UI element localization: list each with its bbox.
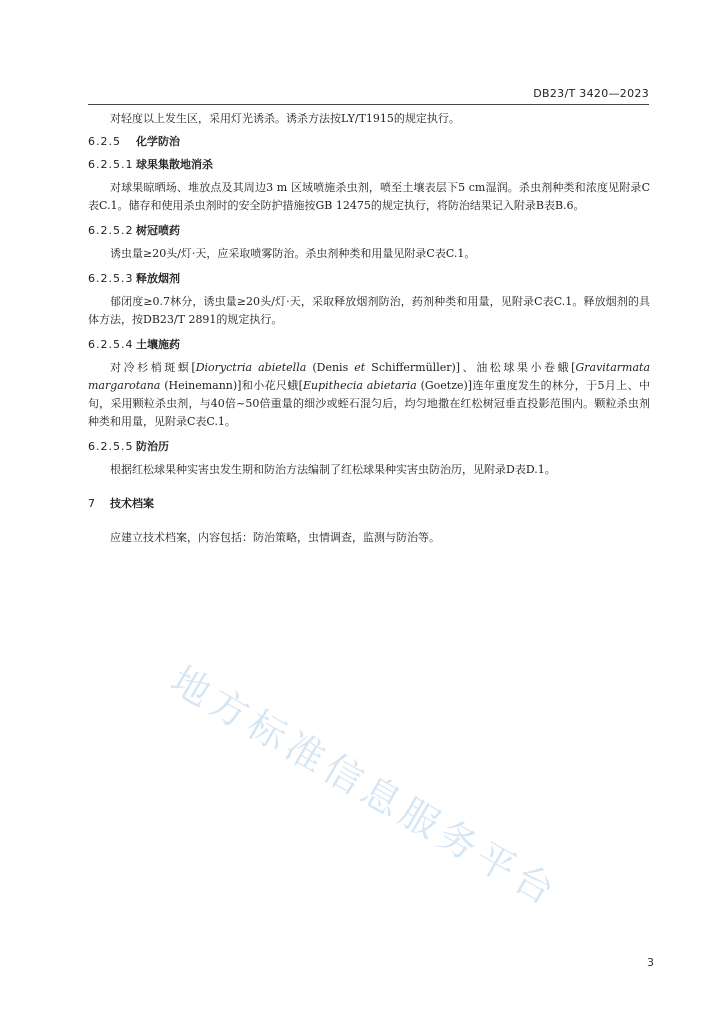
heading-number: 6.2.5.5	[88, 440, 134, 453]
heading-title: 球果集散地消杀	[136, 158, 213, 171]
heading-6-2-5-5	[88, 438, 650, 456]
paragraph-6-2-5-5: 根据红松球果种实害虫发生期和防治方法编制了红松球果种实害虫防治历，见附录D表D.1。	[110, 463, 556, 476]
heading-title: 防治历	[136, 440, 169, 453]
heading-7	[88, 495, 650, 513]
heading-title: 化学防治	[136, 135, 180, 148]
text-run: (Denis	[306, 361, 355, 374]
heading-title: 技术档案	[110, 497, 154, 510]
paragraph-6-2-5-3: 郁闭度≥0.7林分，诱虫量≥20头/灯·天，采取释放烟剂防治，药剂种类和用量，见附录C表C.1。释放烟剂的具体方法，按DB23/T 2891的规定执行。	[88, 295, 650, 326]
scientific-name: Eupithecia abietaria	[302, 379, 417, 392]
text-run: (Heinemann)]和小花尺蛾[	[160, 379, 303, 392]
heading-6-2-5-4	[88, 336, 650, 354]
text-run: (Goetze)]连年重度发生的林分，于5月上、中旬，采用颗粒杀虫剂，与40倍~50倍重量的细沙或蛭石混匀后，均匀地撒在红松树冠垂直投影范围内。颗粒杀虫剂种类和用量，见附录C表C.1。	[88, 379, 650, 428]
paragraph-6-2-5-1: 对球果晾晒场、堆放点及其周边3 m 区域喷施杀虫剂，喷至土壤表层下5 cm湿润。杀虫剂种类和浓度见附录C表C.1。储存和使用杀虫剂时的安全防护措施按GB 12475的规定执行，将防治结果记入附录B表B.6。	[88, 181, 650, 212]
heading-number: 6.2.5.2	[88, 224, 134, 237]
heading-number: 6.2.5.4	[88, 338, 134, 351]
heading-number: 6.2.5.1	[88, 158, 134, 171]
heading-title: 树冠喷药	[136, 224, 180, 237]
heading-number: 6.2.5	[88, 135, 121, 148]
heading-number: 7	[88, 497, 96, 510]
text-run: Schiffermüller)]、油松球果小卷蛾[	[365, 361, 576, 374]
heading-6-2-5-1	[88, 156, 650, 174]
text-run: et	[354, 361, 366, 374]
paragraph-6-2-5-2: 诱虫量≥20头/灯·天，应采取喷雾防治。杀虫剂种类和用量见附录C表C.1。	[110, 247, 476, 260]
document-code: DB23/T 3420—2023	[533, 87, 649, 100]
paragraph-6-2-5-4	[88, 359, 650, 431]
scientific-name: Dioryctria abietella	[195, 361, 307, 374]
header-rule	[88, 104, 649, 105]
heading-number: 6.2.5.3	[88, 272, 134, 285]
document-body	[88, 110, 650, 547]
heading-6-2-5-3	[88, 270, 650, 288]
scientific-name: Gravitarmata margarotana	[88, 361, 651, 392]
heading-6-2-5-2	[88, 222, 650, 240]
text-run: 对冷杉梢斑螟[	[110, 361, 196, 374]
watermark: 地方标准信息服务平台	[163, 657, 567, 916]
heading-title: 土壤施药	[136, 338, 180, 351]
heading-title: 释放烟剂	[136, 272, 180, 285]
heading-6-2-5	[88, 133, 650, 151]
page-number: 3	[647, 956, 654, 969]
paragraph-7: 应建立技术档案，内容包括：防治策略，虫情调查，监测与防治等。	[110, 531, 440, 544]
intro-paragraph: 对轻度以上发生区，采用灯光诱杀。诱杀方法按LY/T1915的规定执行。	[110, 112, 460, 125]
